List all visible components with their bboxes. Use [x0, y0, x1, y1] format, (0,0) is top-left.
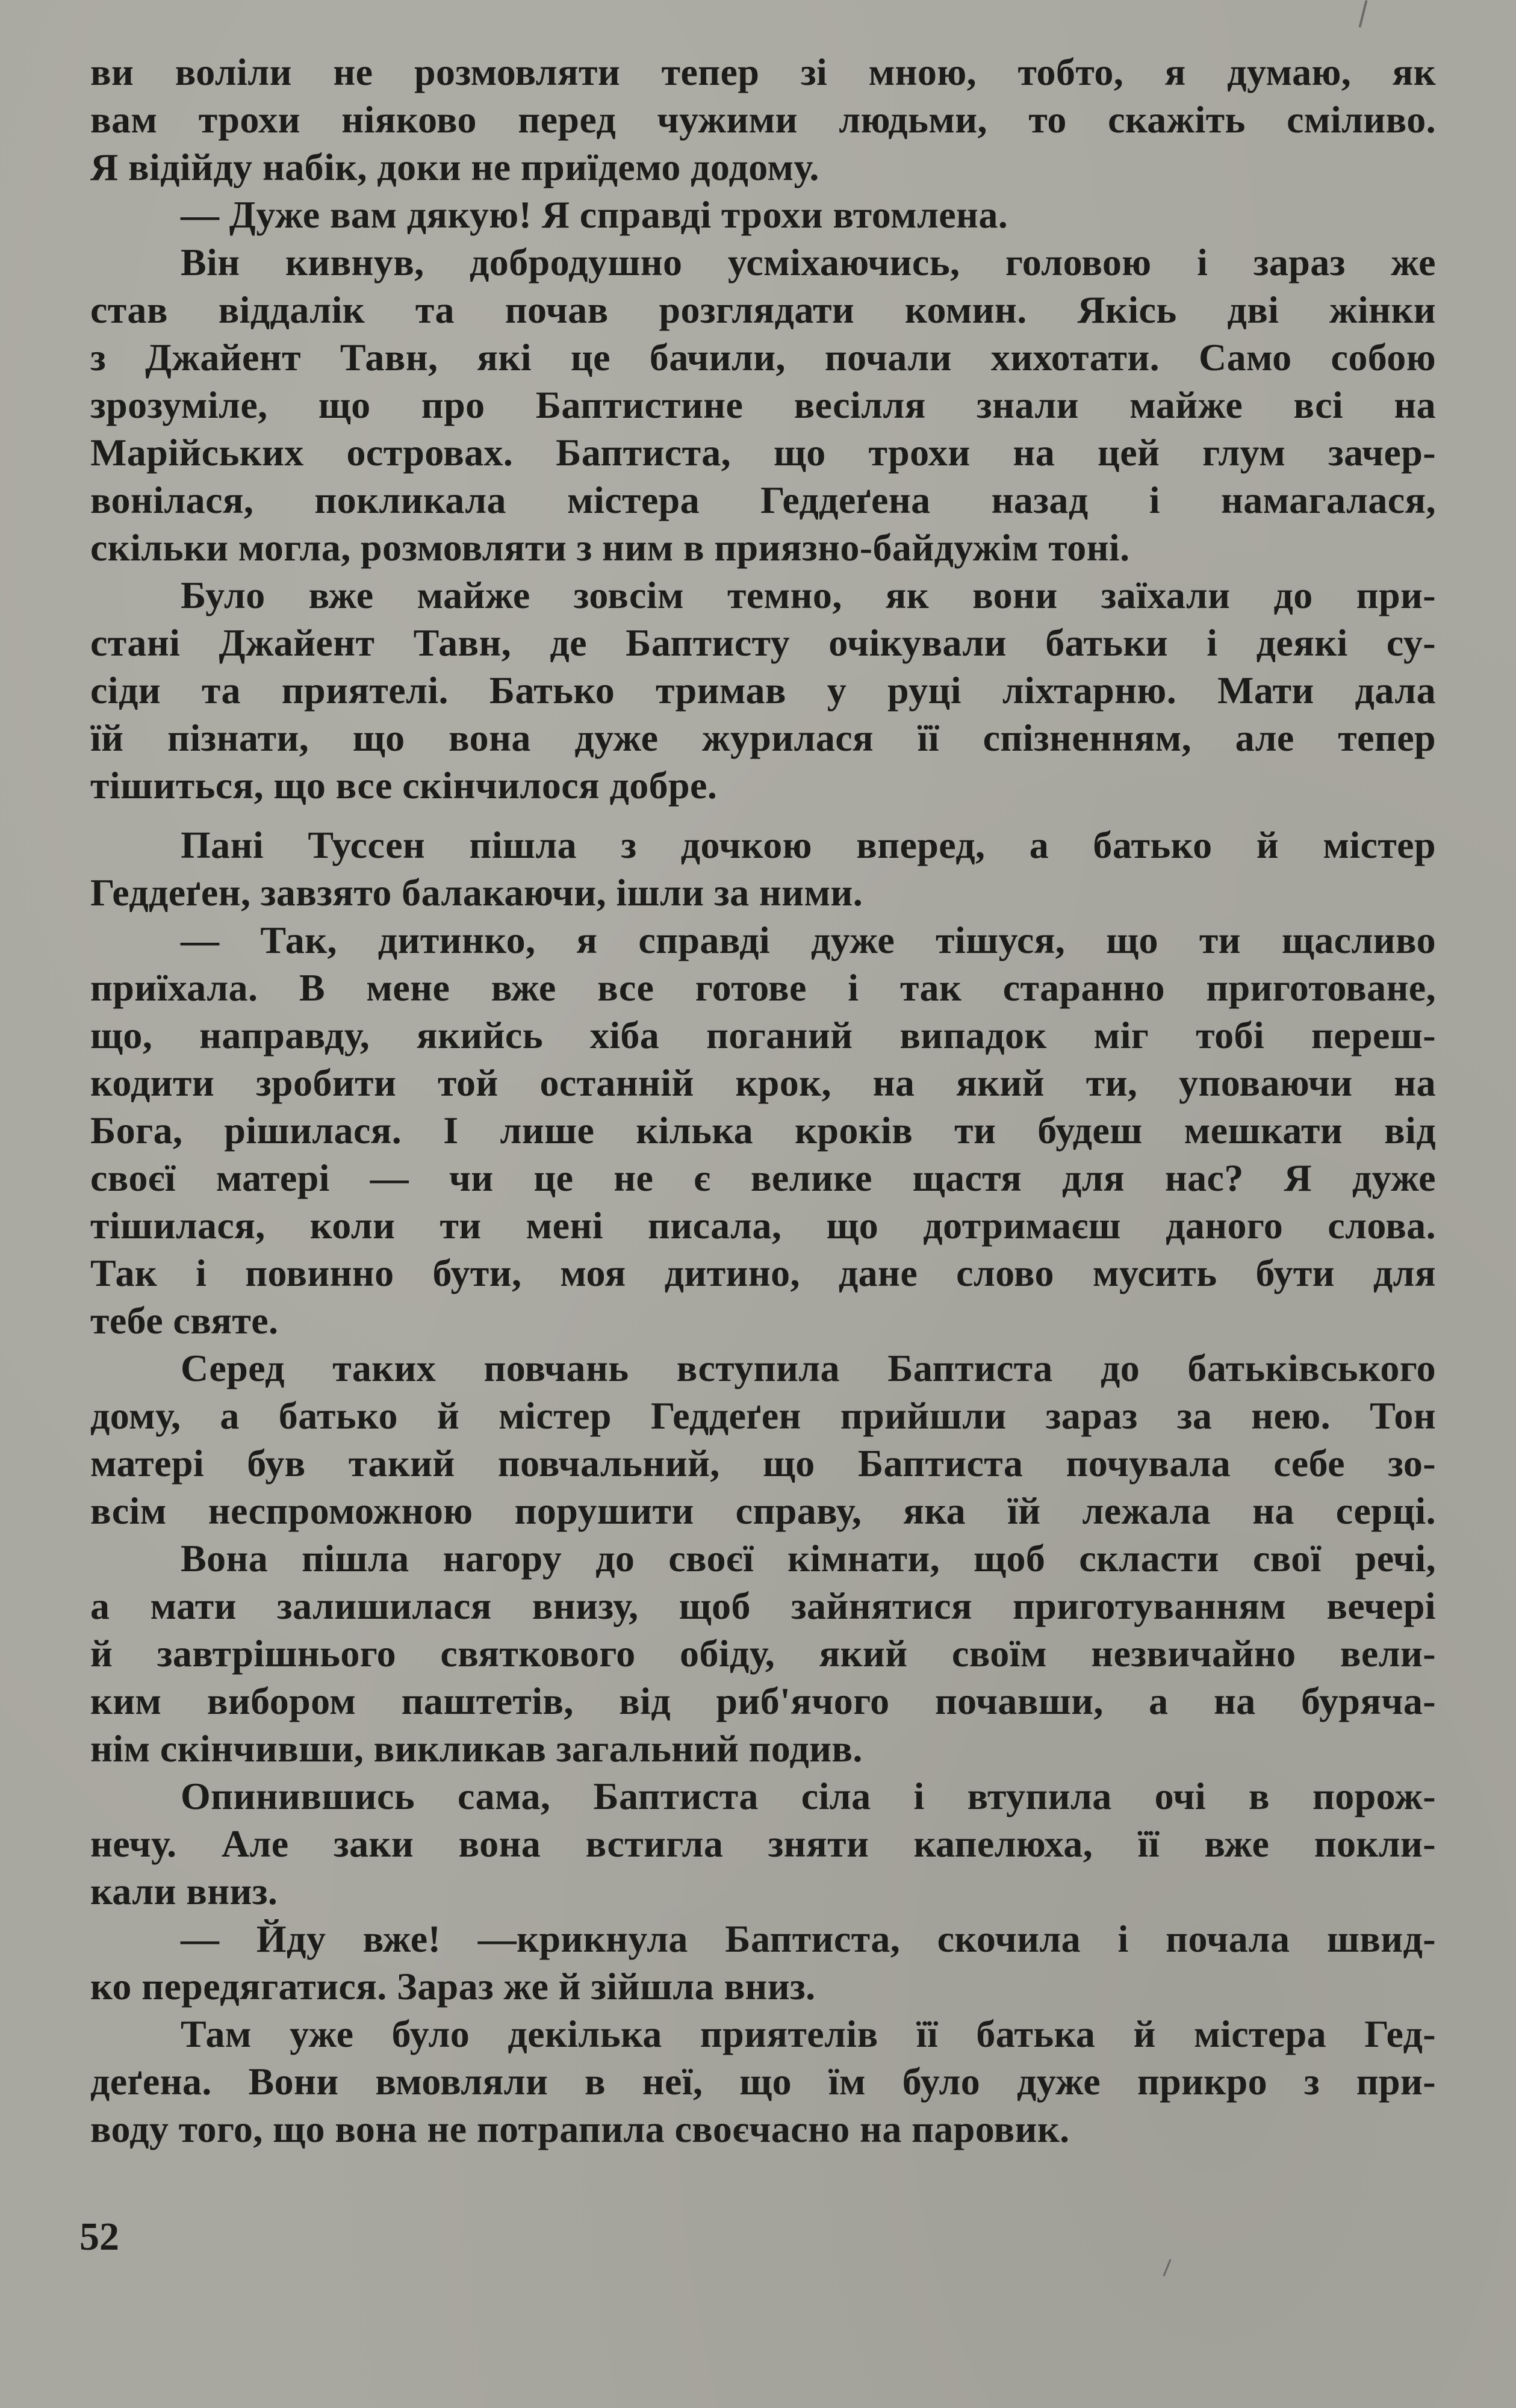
text-line: сіди та приятелі. Батько тримав у руці ліхтарню. Мати дала: [90, 669, 1436, 712]
text-line: став віддалік та почав розглядати комин. Якісь дві жінки: [90, 288, 1436, 331]
text-line: кали вниз.: [90, 1870, 278, 1913]
text-line: Опинившись сама, Баптиста сіла і втупила очі в порож-: [181, 1775, 1436, 1817]
text-line: — Дуже вам дякую! Я справді трохи втомлена.: [181, 193, 1008, 236]
text-line: скільки могла, розмовляти з ним в приязно-байдужім тоні.: [90, 526, 1130, 569]
text-line: Там уже було декілька приятелів її батька й містера Гед-: [181, 2012, 1436, 2055]
text-line: Я відійду набік, доки не приїдемо додому.: [90, 146, 819, 188]
text-line: що, направду, якийсь хіба поганий випадок міг тобі переш-: [90, 1014, 1436, 1057]
text-line: ви воліли не розмовляти тепер зі мною, тобто, я думаю, як: [90, 51, 1436, 93]
paper-scratch-mark: [1163, 2259, 1171, 2277]
text-line: деґена. Вони вмовляли в неї, що їм було дуже прикро з при-: [90, 2060, 1436, 2103]
text-line: Марійських островах. Баптиста, що трохи на цей глум зачер-: [90, 431, 1436, 474]
text-line: всім неспроможною порушити справу, яка їй лежала на серці.: [90, 1489, 1436, 1532]
text-line: з Джайент Тавн, які це бачили, почали хихотати. Само собою: [90, 336, 1436, 379]
text-line: стані Джайент Тавн, де Баптисту очікували батьки і деякі су-: [90, 621, 1436, 664]
text-line: зрозуміле, що про Баптистине весілля знали майже всі на: [90, 383, 1436, 426]
text-line: тішилася, коли ти мені писала, що дотримаєш даного слова.: [90, 1204, 1436, 1247]
text-line: ким вибором паштетів, від риб'ячого почавши, а на буряча-: [90, 1680, 1436, 1722]
paper-scratch-mark: [1358, 0, 1367, 28]
text-line: воду того, що вона не потрапила своєчасно на паровик.: [90, 2108, 1070, 2150]
text-line: Бога, рішилася. І лише кілька кроків ти будеш мешкати від: [90, 1109, 1436, 1152]
text-line: їй пізнати, що вона дуже журилася її спізненням, але тепер: [90, 716, 1436, 759]
page-body-text: [90, 48, 1436, 2153]
text-line: тебе святе.: [90, 1299, 279, 1342]
text-line: — Так, дитинко, я справді дуже тішуся, що ти щасливо: [181, 919, 1436, 961]
text-line: матері був такий повчальний, що Баптиста почувала себе зо-: [90, 1442, 1436, 1485]
text-line: кодити зробити той останній крок, на який ти, уповаючи на: [90, 1061, 1436, 1104]
text-line: Було вже майже зовсім темно, як вони заїхали до при-: [181, 574, 1436, 616]
text-line: Геддеґен, завзято балакаючи, ішли за ними.: [90, 871, 863, 914]
text-line: нечу. Але заки вона встигла зняти капелюха, її вже покли-: [90, 1822, 1436, 1865]
text-line: нім скінчивши, викликав загальний подив.: [90, 1727, 863, 1770]
text-line: вам трохи ніяково перед чужими людьми, то скажіть сміливо.: [90, 98, 1436, 141]
text-line: дому, а батько й містер Геддеґен прийшли зараз за нею. Тон: [90, 1394, 1436, 1437]
text-line: Вона пішла нагору до своєї кімнати, щоб скласти свої речі,: [181, 1537, 1436, 1580]
text-line: Серед таких повчань вступила Баптиста до батьківського: [181, 1347, 1436, 1389]
text-line: приїхала. В мене вже все готове і так старанно приготоване,: [90, 966, 1436, 1009]
text-line: а мати залишилася внизу, щоб зайнятися приготуванням вечері: [90, 1584, 1436, 1627]
text-line: ко передягатися. Зараз же й зійшла вниз.: [90, 1965, 816, 2008]
paragraph-gap: [90, 809, 1436, 821]
text-line: Він кивнув, добродушно усміхаючись, головою і зараз же: [181, 241, 1436, 284]
text-line: вонілася, покликала містера Геддеґена назад і намагалася,: [90, 479, 1436, 521]
text-line: — Йду вже! —крикнула Баптиста, скочила і почала швид-: [181, 1917, 1436, 1960]
text-line: своєї матері — чи це не є велике щастя для нас? Я дуже: [90, 1156, 1436, 1199]
text-line: Так і повинно бути, моя дитино, дане слово мусить бути для: [90, 1252, 1436, 1294]
text-line: тішиться, що все скінчилося добре.: [90, 764, 718, 807]
page-number: 52: [79, 2215, 119, 2259]
text-line: Пані Туссен пішла з дочкою вперед, а батько й містер: [181, 824, 1436, 866]
text-line: й завтрішнього святкового обіду, який своїм незвичайно вели-: [90, 1632, 1436, 1675]
